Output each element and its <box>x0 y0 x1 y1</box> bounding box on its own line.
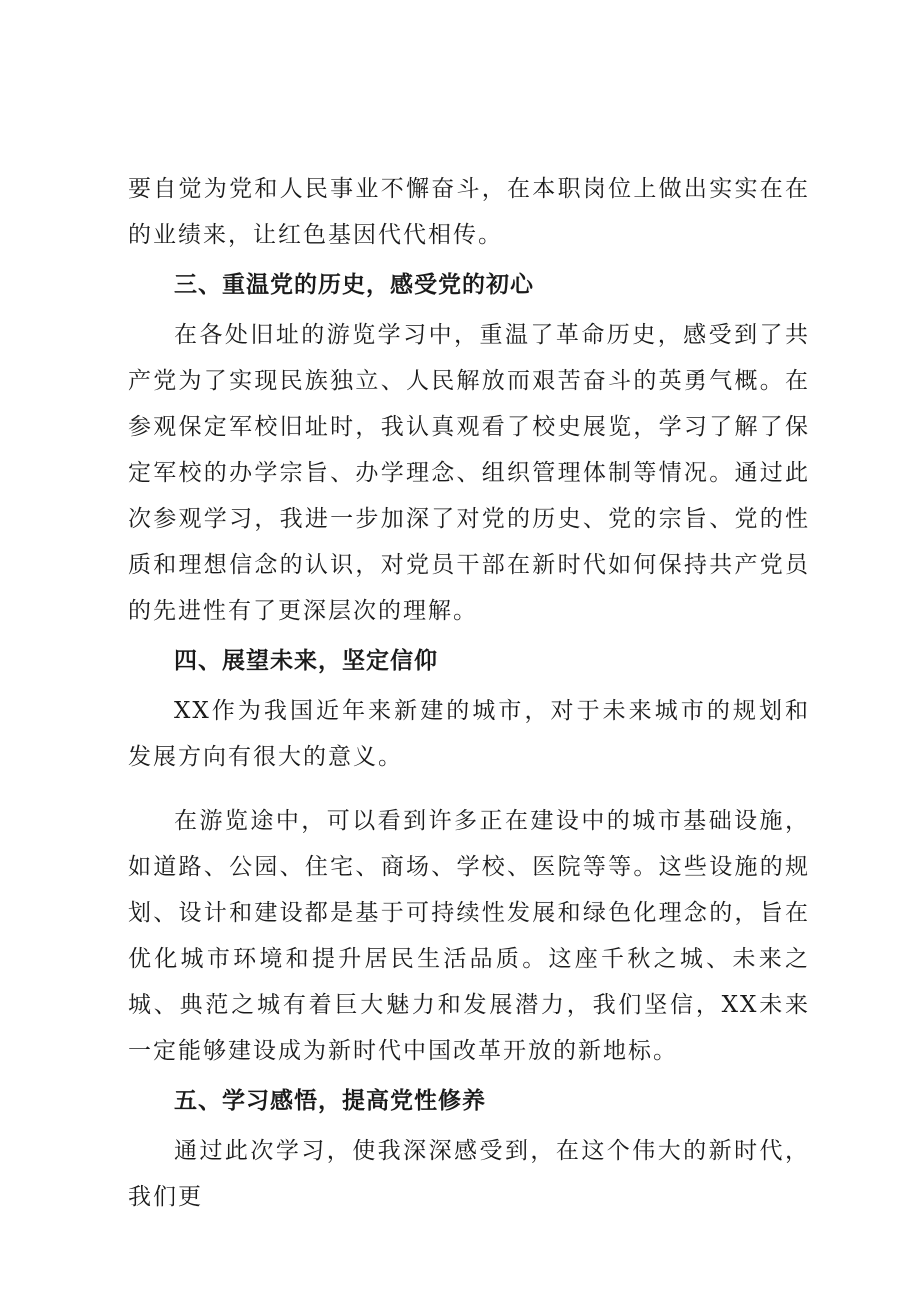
paragraph-continued: 要自觉为党和人民事业不懈奋斗，在本职岗位上做出实实在在的业绩来，让红色基因代代相传。 <box>128 176 810 248</box>
section-heading-5: 五、学习感悟，提高党性修养 <box>174 1088 486 1114</box>
section-heading-4: 四、展望未来，坚定信仰 <box>174 648 438 674</box>
paragraph-history: 在各处旧址的游览学习中，重温了革命历史，感受到了共产党为了实现民族独立、人民解放而艰苦奋斗的英勇气概。在参观保定军校旧址时，我认真观看了校史展览，学习了解了保定军校的办学宗旨、办学理念、组织管理体制等情况。通过此次参观学习，我进一步加深了对党的历史、党的宗旨、党的性质和理想信念的认识，对党员干部在新时代如何保持共产党员的先进性有了更深层次的理解。 <box>128 322 810 624</box>
paragraph-learning: 通过此次学习，使我深深感受到，在这个伟大的新时代，我们更 <box>128 1138 810 1210</box>
document-body <box>128 166 810 1220</box>
section-heading-3: 三、重温党的历史，感受党的初心 <box>174 272 534 298</box>
paragraph-city-development: 在游览途中，可以看到许多正在建设中的城市基础设施，如道路、公园、住宅、商场、学校、医院等等。这些设施的规划、设计和建设都是基于可持续性发展和绿色化理念的，旨在优化城市环境和提升居民生活品质。这座千秋之城、未来之城、典范之城有着巨大魅力和发展潜力，我们坚信，XX未来一定能够建设成为新时代中国改革开放的新地标。 <box>128 808 810 1064</box>
paragraph-city-intro: XX作为我国近年来新建的城市，对于未来城市的规划和发展方向有很大的意义。 <box>128 698 810 770</box>
